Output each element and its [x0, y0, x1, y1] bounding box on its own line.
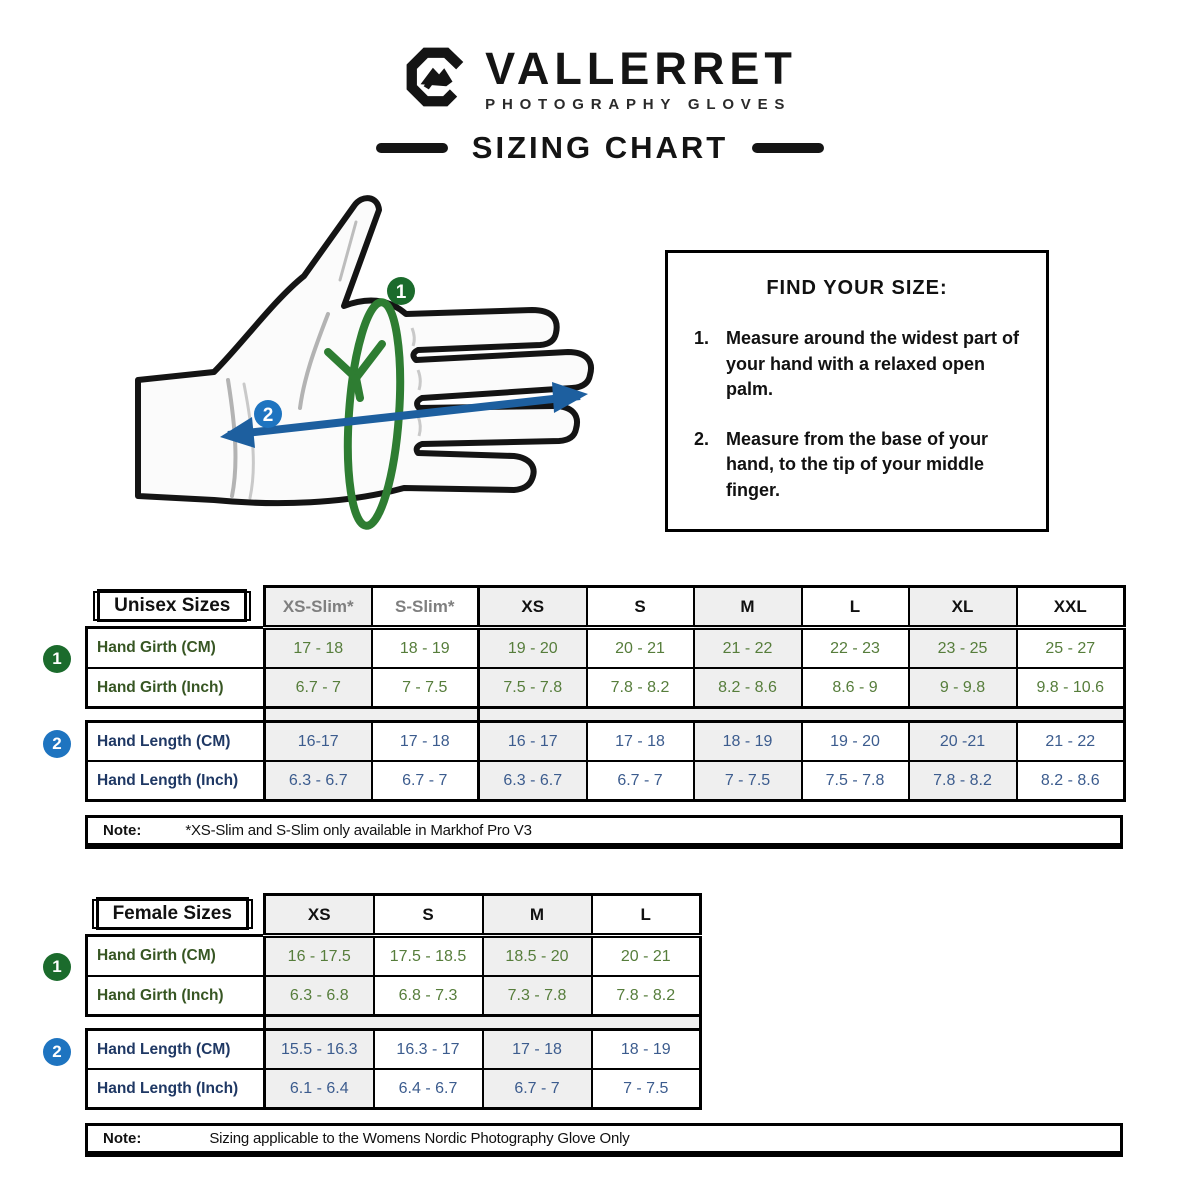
- size-cell: 21 - 22: [694, 628, 802, 669]
- size-cell: 18 - 19: [592, 1030, 701, 1070]
- hand-girth-inch-row: [87, 976, 701, 1016]
- length-marker-badge: 2: [43, 730, 71, 758]
- female-sizes-label-box: [92, 899, 253, 929]
- note-text: Sizing applicable to the Womens Nordic Photography Glove Only: [209, 1130, 630, 1147]
- size-cell: 6.3 - 6.7: [265, 761, 372, 801]
- column-header: XXL: [1017, 587, 1125, 628]
- step-number: 2.: [694, 428, 710, 449]
- size-cell: 16 - 17.5: [265, 936, 374, 977]
- column-header: XL: [909, 587, 1017, 628]
- size-cell: 6.7 - 7: [587, 761, 694, 801]
- unisex-sizes-label-box: [93, 591, 251, 621]
- row-label: Hand Length (CM): [87, 722, 265, 762]
- size-cell: 16 - 17: [479, 722, 587, 762]
- hand-length-cm-row: [87, 722, 1125, 762]
- size-cell: 8.2 - 8.6: [694, 668, 802, 708]
- size-cell: 7.8 - 8.2: [592, 976, 701, 1016]
- step-text: Measure around the widest part of your hand with a relaxed open palm.: [726, 328, 1020, 400]
- girth-marker-badge: [387, 277, 415, 305]
- instruction-step-1: [694, 326, 1020, 403]
- column-header: S: [374, 895, 483, 936]
- size-cell: 6.3 - 6.8: [265, 976, 374, 1016]
- size-cell: 6.4 - 6.7: [374, 1069, 483, 1109]
- row-label: Hand Girth (Inch): [87, 668, 265, 708]
- size-cell: 7 - 7.5: [372, 668, 479, 708]
- size-cell: 7 - 7.5: [694, 761, 802, 801]
- size-cell: 8.2 - 8.6: [1017, 761, 1125, 801]
- size-cell: 19 - 20: [802, 722, 909, 762]
- size-cell: 20 - 21: [592, 936, 701, 977]
- brand-name: VALLERRET: [485, 43, 797, 94]
- svg-text:1: 1: [395, 282, 407, 303]
- title-dash-right: [752, 143, 824, 153]
- size-cell: 17 - 18: [483, 1030, 592, 1070]
- size-cell: 16-17: [265, 722, 372, 762]
- column-header: XS: [265, 895, 374, 936]
- column-header: M: [483, 895, 592, 936]
- brand-tagline: PHOTOGRAPHY GLOVES: [485, 96, 792, 113]
- size-cell: 20 -21: [909, 722, 1017, 762]
- instruction-step-2: [694, 427, 1020, 504]
- size-cell: 6.8 - 7.3: [374, 976, 483, 1016]
- column-header: S: [587, 587, 694, 628]
- size-cell: 7.8 - 8.2: [587, 668, 694, 708]
- size-cell: 6.7 - 7: [372, 761, 479, 801]
- size-cell: 18 - 19: [372, 628, 479, 669]
- section-gap-row: [87, 708, 1125, 722]
- find-your-size-box: [665, 250, 1049, 532]
- length-marker-badge: [254, 400, 282, 428]
- size-cell: 18 - 19: [694, 722, 802, 762]
- size-cell: 23 - 25: [909, 628, 1017, 669]
- unisex-note-bar: [85, 815, 1123, 849]
- female-note-bar: [85, 1123, 1123, 1157]
- hand-length-inch-row: [87, 1069, 701, 1109]
- hand-girth-cm-row: [87, 936, 701, 977]
- size-cell: 16.3 - 17: [374, 1030, 483, 1070]
- row-label: Hand Length (CM): [87, 1030, 265, 1070]
- size-cell: 7 - 7.5: [592, 1069, 701, 1109]
- female-header-row: [87, 895, 701, 936]
- table-title: Female Sizes: [96, 897, 249, 930]
- row-label: Hand Girth (CM): [87, 936, 265, 977]
- size-cell: 20 - 21: [587, 628, 694, 669]
- note-label: Note:: [103, 822, 142, 839]
- row-label: Hand Girth (Inch): [87, 976, 265, 1016]
- size-cell: 8.6 - 9: [802, 668, 909, 708]
- size-cell: 17 - 18: [587, 722, 694, 762]
- size-cell: 15.5 - 16.3: [265, 1030, 374, 1070]
- girth-marker-badge: 1: [43, 645, 71, 673]
- intro-section: [0, 188, 1200, 553]
- vallerret-logo-icon: [403, 44, 469, 115]
- size-cell: 17 - 18: [265, 628, 372, 669]
- size-cell: 7.8 - 8.2: [909, 761, 1017, 801]
- column-header: L: [802, 587, 909, 628]
- svg-text:2: 2: [262, 405, 274, 426]
- step-number: 1.: [694, 328, 710, 348]
- size-cell: 6.3 - 6.7: [479, 761, 587, 801]
- column-header: XS: [479, 587, 587, 628]
- table-title: Unisex Sizes: [97, 589, 247, 622]
- female-sizes-section: [52, 893, 1200, 1110]
- find-your-size-heading: FIND YOUR SIZE:: [766, 277, 948, 299]
- row-label: Hand Girth (CM): [87, 628, 265, 669]
- size-cell: 19 - 20: [479, 628, 587, 669]
- hand-length-cm-row: [87, 1030, 701, 1070]
- row-label: Hand Length (Inch): [87, 1069, 265, 1109]
- note-label: Note:: [103, 1130, 142, 1147]
- hand-length-inch-row: [87, 761, 1125, 801]
- note-text: *XS-Slim and S-Slim only available in Markhof Pro V3: [185, 822, 532, 839]
- size-cell: 18.5 - 20: [483, 936, 592, 977]
- length-marker-badge: 2: [43, 1038, 71, 1066]
- unisex-sizes-section: [52, 585, 1200, 802]
- column-header: M: [694, 587, 802, 628]
- size-cell: 21 - 22: [1017, 722, 1125, 762]
- hand-outline: [138, 198, 591, 503]
- size-cell: 17 - 18: [372, 722, 479, 762]
- column-header: L: [592, 895, 701, 936]
- size-cell: 6.1 - 6.4: [265, 1069, 374, 1109]
- size-cell: 7.3 - 7.8: [483, 976, 592, 1016]
- female-sizes-table: [85, 893, 702, 1110]
- size-cell: 22 - 23: [802, 628, 909, 669]
- section-gap-row: [87, 1016, 701, 1030]
- row-label: Hand Length (Inch): [87, 761, 265, 801]
- unisex-sizes-table: [85, 585, 1126, 802]
- page-header: [0, 0, 1200, 166]
- hand-girth-cm-row: [87, 628, 1125, 669]
- unisex-header-row: [87, 587, 1125, 628]
- step-text: Measure from the base of your hand, to the tip of your middle finger.: [726, 428, 989, 500]
- title-dash-left: [376, 143, 448, 153]
- column-header: XS-Slim*: [265, 587, 372, 628]
- size-cell: 6.7 - 7: [265, 668, 372, 708]
- page-title: SIZING CHART: [471, 130, 729, 165]
- girth-marker-badge: 1: [43, 953, 71, 981]
- hand-girth-inch-row: [87, 668, 1125, 708]
- size-cell: 6.7 - 7: [483, 1069, 592, 1109]
- hand-measurement-illustration: [116, 188, 621, 553]
- column-header: S-Slim*: [372, 587, 479, 628]
- size-cell: 7.5 - 7.8: [479, 668, 587, 708]
- size-cell: 7.5 - 7.8: [802, 761, 909, 801]
- size-cell: 9 - 9.8: [909, 668, 1017, 708]
- size-cell: 17.5 - 18.5: [374, 936, 483, 977]
- size-cell: 9.8 - 10.6: [1017, 668, 1125, 708]
- size-cell: 25 - 27: [1017, 628, 1125, 669]
